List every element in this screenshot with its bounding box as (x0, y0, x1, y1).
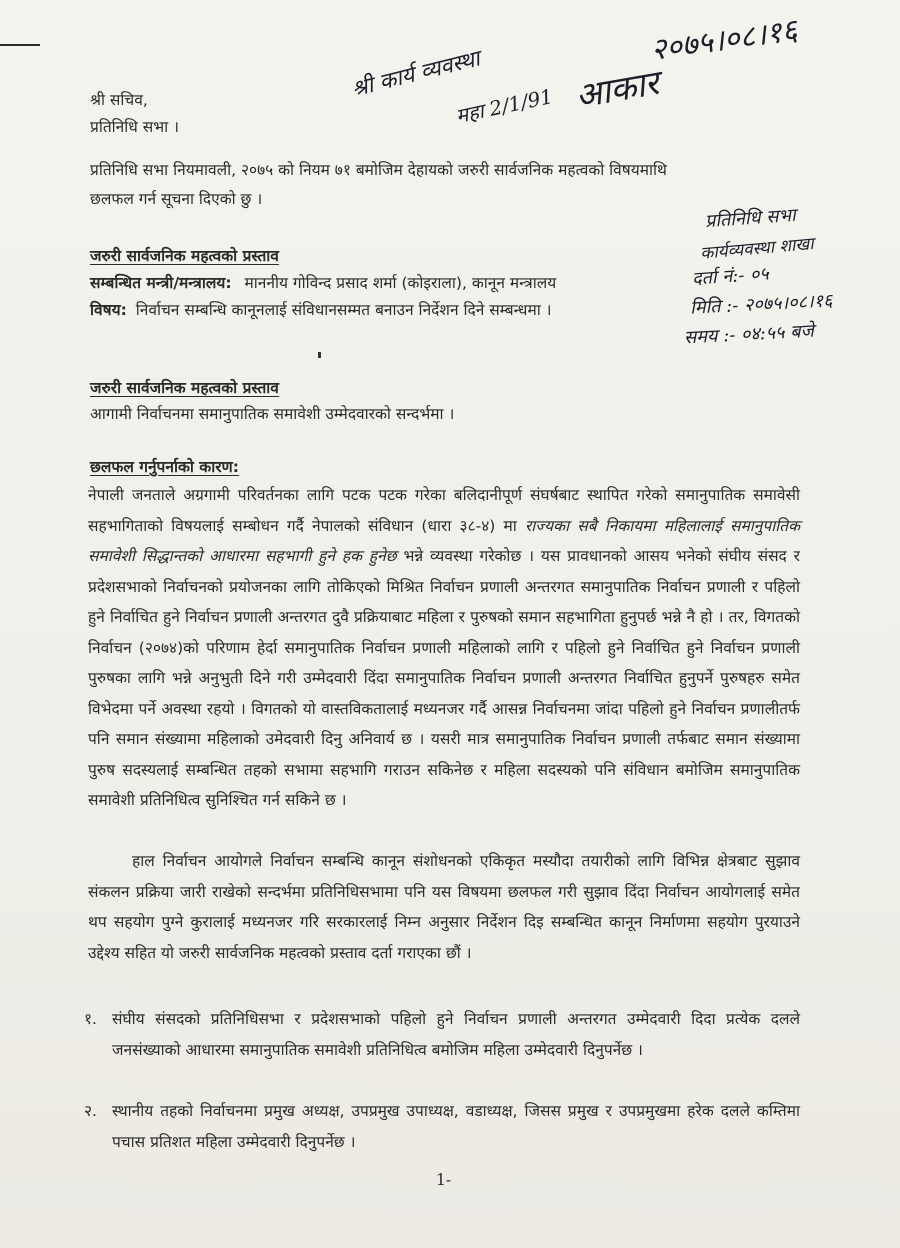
handwritten-signature: आकार (572, 63, 662, 117)
point-item-1 (84, 1004, 800, 1065)
stamp-line-2: कार्यव्यवस्था शाखा (699, 234, 815, 264)
reason-p2-text: हाल निर्वाचन आयोगले निर्वाचन सम्बन्धि कानून संशोधनको एकिकृत मस्यौदा तयारीको लागि विभिन्न क्षेत्रबाट सुझाव संकलन प्रक्रिया जारी राखेको सन्दर्भमा प्रतिनिधिसभामा पनि यस विषयमा छलफल गरी सुझाव दिंदा निर्वाचन आयोगलाई समेत थप सहयोग पुग्ने कुरालाई मध्यनजर गरि सरकारलाई निम्न अनुसार निर्देशन दिइ सम्बन्धित कानून निर्माणमा सहयोग पुरयाउने उद्देश्य सहित यो जरुरी सार्वजनिक महत्वको प्रस्ताव दर्ता गराएका छौं । (88, 852, 800, 962)
minister-label: सम्बन्धित मन्त्री/मन्त्रालय: (90, 274, 232, 292)
intro-line-2: छलफल गर्न सूचना दिएको छु । (90, 190, 263, 208)
reason-paragraph-1 (88, 480, 800, 816)
point-text: स्थानीय तहको निर्वाचनमा प्रमुख अध्यक्ष, उपप्रमुख उपाध्यक्ष, वडाध्यक्ष, जिसस प्रमुख र उपप्रमुखमा हरेक दलले कम्तिमा पचास प्रतिशत महिला उम्मेदवारी दिनुपर्नेछ । (112, 1102, 800, 1151)
proposal-2-heading: जरुरी सार्वजनिक महत्वको प्रस्ताव (90, 379, 279, 397)
stamp-line-3: दर्ता नं:- ०५ (691, 263, 770, 290)
proposal-2-subject: आगामी निर्वाचनमा समानुपातिक समावेशी उम्मेदवारको सन्दर्भमा । (90, 405, 455, 423)
reason-heading: छलफल गर्नुपर्नाको कारण: (90, 458, 239, 476)
handwritten-note-line-2: महा 2/1/91 (453, 84, 556, 128)
intro-line-1: प्रतिनिधि सभा नियमावली, २०७५ को नियम ७१ बमोजिम देहायको जरुरी सार्वजनिक महत्वको विषयमाथि (90, 161, 667, 179)
addressee-line-2: प्रतिनिधि सभा । (90, 118, 179, 136)
subject-label: विषय: (90, 301, 127, 319)
reason-p1-part2: भन्ने व्यवस्था गरेकोछ । यस प्रावधानको आसय भनेको संघीय संसद र प्रदेशसभाको निर्वाचनको प्रयोजनका लागि तोकिएको मिश्रित निर्वाचन प्रणाली अन्तरगत समानुपातिक निर्वाचन प्रणाली र पहिलो हुने निर्वाचित हुने निर्वाचन प्रणाली अन्तरगत दुवै प्रक्रियाबाट महिला र पुरुषको समान सहभागिता हुनुपर्छ भन्ने नै हो । तर, विगतको निर्वाचन (२०७४)को परिणाम हेर्दा समानुपातिक निर्वाचन प्रणाली महिलाको लागि र पहिलो हुने निर्वाचित हुने निर्वाचन प्रणाली पुरुषका लागि भन्ने अनुभुती दिने गरी उम्मेदवारी दिंदा समानुपातिक निर्वाचन प्रणाली अन्तरगत निर्वाचित हुनुपर्ने पुरुषहरु समेत विभेदमा पर्ने अवस्था रहयो । विगतको यो वास्तविकतालाई मध्यनजर गर्दै आसन्न निर्वाचनमा जांदा पहिलो हुने निर्वाचन प्रणालीतर्फ पनि समान संख्यामा महिलाको उमेदवारी दिनु अनिवार्य छ । यसरी मात्र समानुपातिक निर्वाचन प्रणाली तर्फबाट समान संख्यामा पुरुष सदस्यलाई सम्बन्धित तहको सभामा सहभागि गराउन सकिनेछ र महिला सदस्यको पनि संविधान बमोजिम समानुपातिक समावेशी प्रतिनिधित्व सुनिश्चित गर्न सकिने छ । (88, 547, 800, 809)
stamp-line-1: प्रतिनिधि सभा (704, 204, 797, 233)
reason-p1-part1: नेपाली जनताले अग्रगामी परिवर्तनका लागि पटक पटक गरेका बलिदानीपूर्ण संघर्षबाट स्थापित गरेको समानुपातिक समावेसी सहभागिताको विषयलाई सम्बोधन गर्दै नेपालको संविधान (धारा ३८-४) मा (88, 486, 800, 535)
ink-mark (318, 352, 321, 358)
subject-value: निर्वाचन सम्बन्धि कानूनलाई संविधानसम्मत बनाउन निर्देशन दिने सम्बन्धमा । (135, 301, 552, 319)
margin-mark (0, 44, 40, 46)
proposal-1-minister-row (90, 273, 556, 294)
minister-value: माननीय गोविन्द प्रसाद शर्मा (कोइराला), कानून मन्त्रालय (244, 274, 557, 292)
page-number: 1- (436, 1171, 452, 1189)
reason-paragraph-2 (88, 846, 800, 968)
handwritten-note-line-1: श्री कार्य व्यवस्था (349, 46, 483, 103)
point-text: संघीय संसदको प्रतिनिधिसभा र प्रदेशसभाको पहिलो हुने निर्वाचन प्रणाली अन्तरगत उम्मेदवारी दिदा प्रत्येक दलले जनसंख्याको आधारमा समानुपातिक समावेशी प्रतिनिधित्व बमोजिम महिला उम्मेदवारी दिनुपर्नेछ । (112, 1010, 800, 1059)
reason-p1-quote: राज्यका सबै निकायमा महिलालाई समानुपातिक समावेशी सिद्धान्तको आधारमा सहभागी हुने हक हुनेछ (88, 516, 800, 565)
addressee-line-1: श्री सचिव, (90, 91, 148, 109)
point-number: १. (84, 1010, 97, 1028)
stamp-line-4: मिति :- २०७५।०८।१६ (689, 290, 833, 319)
point-item-2 (84, 1096, 800, 1157)
stamp-line-5: समय :- ०४:५५ बजे (683, 320, 815, 349)
proposal-1-heading: जरुरी सार्वजनिक महत्वको प्रस्ताव (90, 247, 279, 265)
proposal-1-subject-row (90, 300, 552, 321)
handwritten-date: २०७५।०८।१६ (648, 12, 800, 69)
point-number: २. (84, 1102, 97, 1120)
